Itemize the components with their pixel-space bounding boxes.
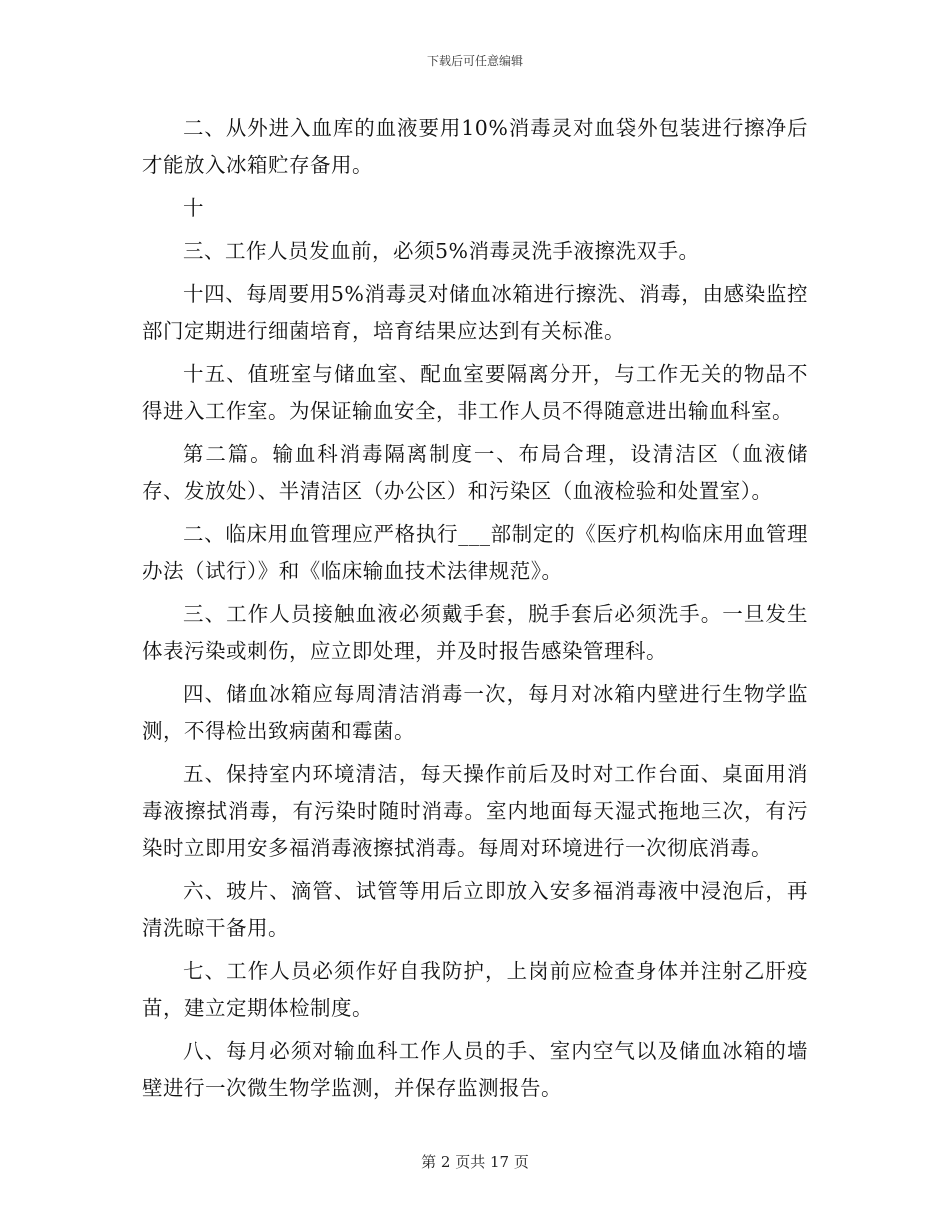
paragraph: 第二篇。输血科消毒隔离制度一、布局合理，设清洁区（血液储存、发放处）、半清洁区（办公区）和污染区（血液检验和处置室）。 [142, 442, 808, 503]
paragraph: 三、工作人员接触血液必须戴手套，脱手套后必须洗手。一旦发生体表污染或刺伤，应立即处理，并及时报告感染管理科。 [142, 602, 808, 663]
paragraph: 七、工作人员必须作好自我防护，上岗前应检查身体并注射乙肝疫苗，建立定期体检制度。 [142, 959, 808, 1020]
paragraph: 十五、值班室与储血室、配血室要隔离分开，与工作无关的物品不得进入工作室。为保证输血安全，非工作人员不得随意进出输血科室。 [142, 362, 808, 423]
page-footer: 第 2 页共 17 页 [421, 1153, 529, 1171]
paragraph: 六、玻片、滴管、试管等用后立即放入安多福消毒液中浸泡后，再清洗晾干备用。 [142, 879, 808, 940]
paragraph: 二、临床用血管理应严格执行___部制定的《医疗机构临床用血管理办法（试行）》和《临床输血技术法律规范》。 [142, 522, 808, 583]
paragraph: 五、保持室内环境清洁，每天操作前后及时对工作台面、桌面用消毒液擦拭消毒，有污染时随时消毒。室内地面每天湿式拖地三次，有污染时立即用安多福消毒液擦拭消毒。每周对环境进行一次彻底消毒。 [142, 762, 808, 860]
document-body [142, 110, 808, 1113]
page-header: 下载后可任意编辑 [426, 54, 523, 68]
paragraph: 十四、每周要用5%消毒灵对储血冰箱进行擦洗、消毒，由感染监控部门定期进行细菌培育，培育结果应达到有关标准。 [142, 282, 808, 343]
paragraph: 二、从外进入血库的血液要用10%消毒灵对血袋外包装进行擦净后才能放入冰箱贮存备用。 [142, 116, 808, 177]
paragraph: 四、储血冰箱应每周清洁消毒一次，每月对冰箱内壁进行生物学监测，不得检出致病菌和霉菌。 [142, 682, 808, 743]
paragraph: 八、每月必须对输血科工作人员的手、室内空气以及储血冰箱的墙壁进行一次微生物学监测，并保存监测报告。 [142, 1039, 808, 1100]
paragraph: 三、工作人员发血前，必须5%消毒灵洗手液擦洗双手。 [183, 239, 700, 263]
paragraph: 十 [183, 196, 204, 220]
